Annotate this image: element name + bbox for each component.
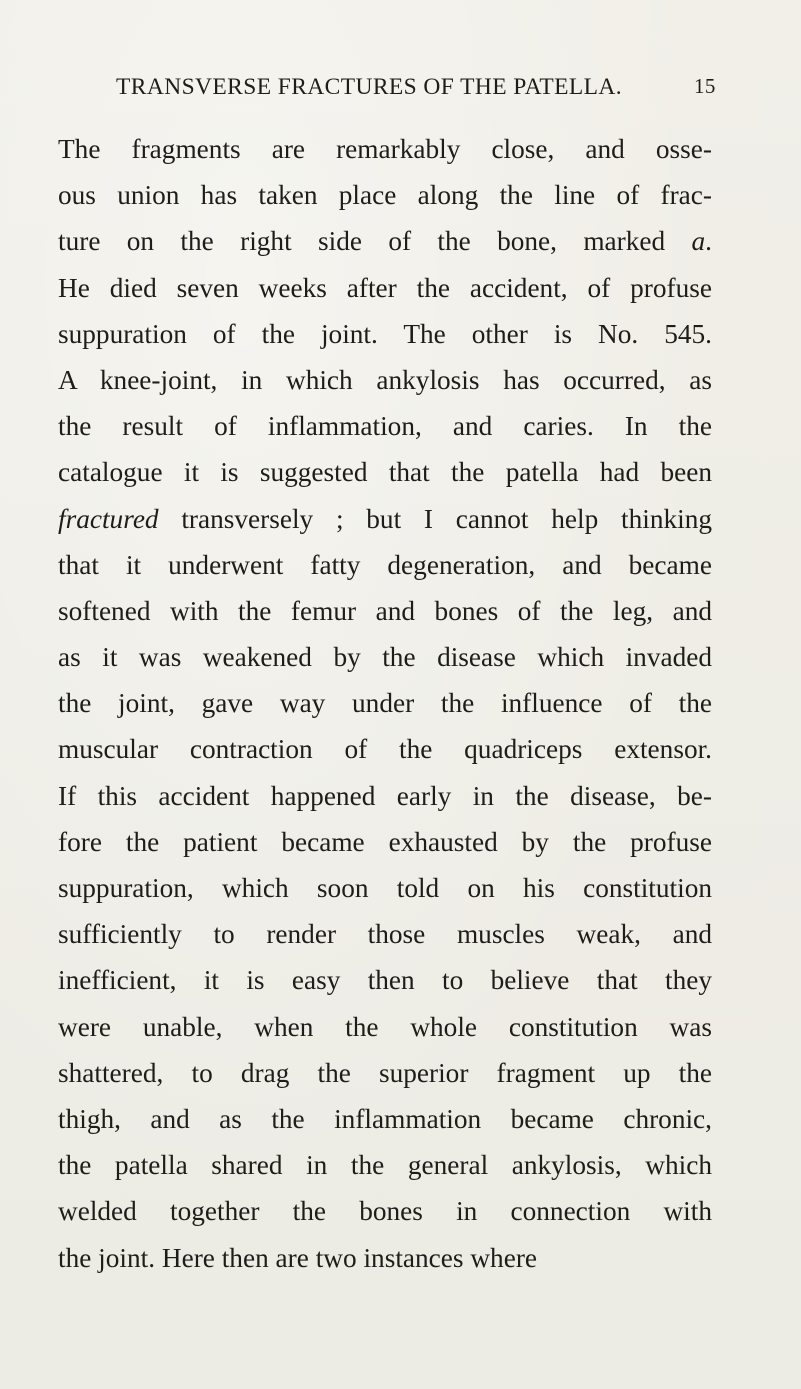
text-line: the joint, gave way under the influence of the <box>58 688 712 719</box>
text-line: sufficiently to render those muscles weak, and <box>58 919 712 950</box>
text-line: He died seven weeks after the accident, of profuse <box>58 272 712 303</box>
text-line: ous union has taken place along the line of frac- <box>58 180 712 211</box>
text-line: that it underwent fatty degeneration, and became <box>58 549 712 580</box>
text-line: suppuration of the joint. The other is No. 545. <box>58 318 712 349</box>
text-segment: ture on the right side of the bone, marked <box>58 226 692 257</box>
running-header <box>116 74 716 110</box>
text-segment: . <box>705 226 712 257</box>
italic-word: fractured <box>58 503 159 534</box>
text-line: welded together the bones in connection with <box>58 1196 712 1227</box>
text-line: the joint. Here then are two instances where <box>58 1242 538 1273</box>
running-header-title: TRANSVERSE FRACTURES OF THE PATELLA. <box>116 74 623 100</box>
text-line: the result of inflammation, and caries. In the <box>58 411 712 442</box>
italic-reference-letter: a <box>691 226 706 257</box>
text-segment: transversely ; but I cannot help thinking <box>158 503 712 534</box>
text-line <box>58 218 712 264</box>
text-line: thigh, and as the inflammation became chronic, <box>58 1103 712 1134</box>
text-line: If this accident happened early in the disease, be- <box>58 780 712 811</box>
text-line: as it was weakened by the disease which invaded <box>58 642 712 673</box>
text-line: fore the patient became exhausted by the profuse <box>58 826 712 857</box>
text-line: shattered, to drag the superior fragment up the <box>58 1057 712 1088</box>
text-line: The fragments are remarkably close, and osse- <box>58 134 712 164</box>
body-paragraph <box>58 126 712 1281</box>
page-number: 15 <box>694 74 716 98</box>
text-line: catalogue it is suggested that the patella had been <box>58 457 712 488</box>
text-line: muscular contraction of the quadriceps extensor. <box>58 734 712 765</box>
text-line: inefficient, it is easy then to believe that they <box>58 965 712 996</box>
text-line: were unable, when the whole constitution was <box>58 1011 712 1042</box>
text-line <box>58 496 712 542</box>
text-line: A knee-joint, in which ankylosis has occurred, as <box>58 364 712 395</box>
text-line: the patella shared in the general ankylosis, which <box>58 1150 712 1181</box>
text-line: suppuration, which soon told on his constitution <box>58 873 712 903</box>
text-line: softened with the femur and bones of the leg, and <box>58 595 712 626</box>
